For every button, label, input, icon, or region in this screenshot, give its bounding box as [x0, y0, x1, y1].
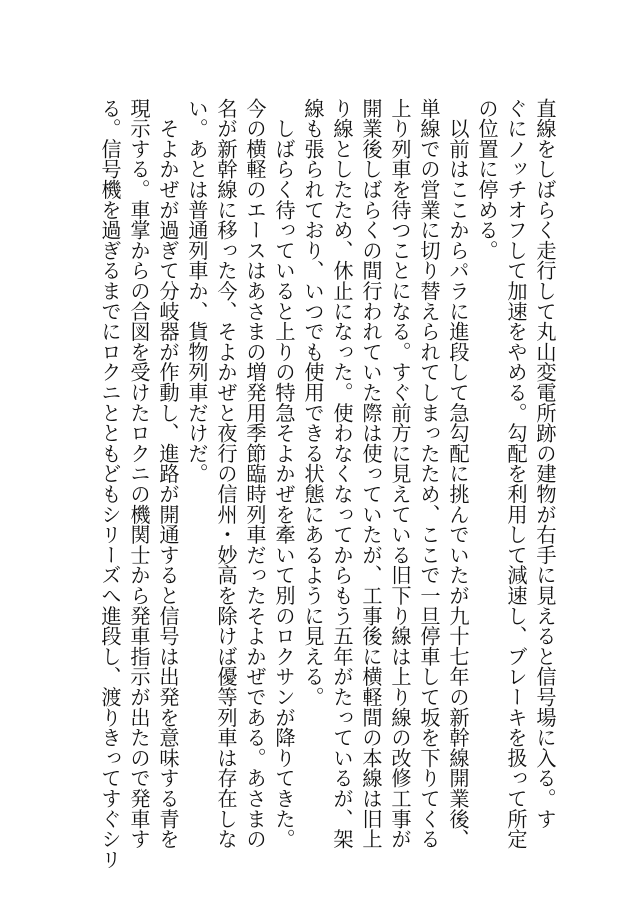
text-line: 今の横軽のエースはあさまの増発用季節臨時列車だったそよかぜである。あさまの	[243, 98, 267, 850]
text-line: 線も張られており、いつでも使用できる状態にあるように見える。	[301, 98, 325, 707]
text-line: 開業後しばらくの間行われていた際は使っていたが、工事後に横軽間の本線は旧上	[359, 98, 383, 850]
text-line: り線としたため、休止になった。使わなくなってからもう五年がたっているが、架	[330, 98, 354, 850]
text-line: の位置に停める。	[475, 98, 499, 261]
text-line: る。信号機を過ぎるまでにロクニとともどもシリーズへ進段し、渡りきってすぐシリ	[98, 98, 122, 870]
text-line: 単線での営業に切り替えられてしまったため、ここで一旦停車して坂を下りてくる	[417, 98, 441, 850]
text-line: しばらく待っていると上りの特急そよかぜを牽いて別のロクサンが降りてきた。	[272, 98, 296, 850]
text-line: 上り列車を待つことになる。すぐ前方に見えている旧下り線は上り線の改修工事が	[388, 98, 412, 850]
text-line: 以前はここからパラに進段して急勾配に挑んでいたが九十七年の新幹線開業後、	[446, 98, 470, 850]
text-line: 名が新幹線に移った今、そよかぜと夜行の信州・妙高を除けば優等列車は存在しな	[214, 98, 238, 850]
text-line: い。あとは普通列車か、貨物列車だけだ。	[185, 98, 209, 484]
text-line: ぐにノッチオフして加速をやめる。勾配を利用して減速し、ブレーキを扱って所定	[504, 98, 528, 850]
text-line: そよかぜが過ぎて分岐器が作動し、進路が開通すると信号は出発を意味する青を	[156, 98, 180, 850]
text-line: 直線をしばらく走行して丸山変電所跡の建物が右手に見えると信号場に入る。す	[533, 98, 557, 829]
text-line: 現示する。車掌からの合図を受けたロクニの機関士から発車指示が出たので発車す	[127, 98, 151, 850]
